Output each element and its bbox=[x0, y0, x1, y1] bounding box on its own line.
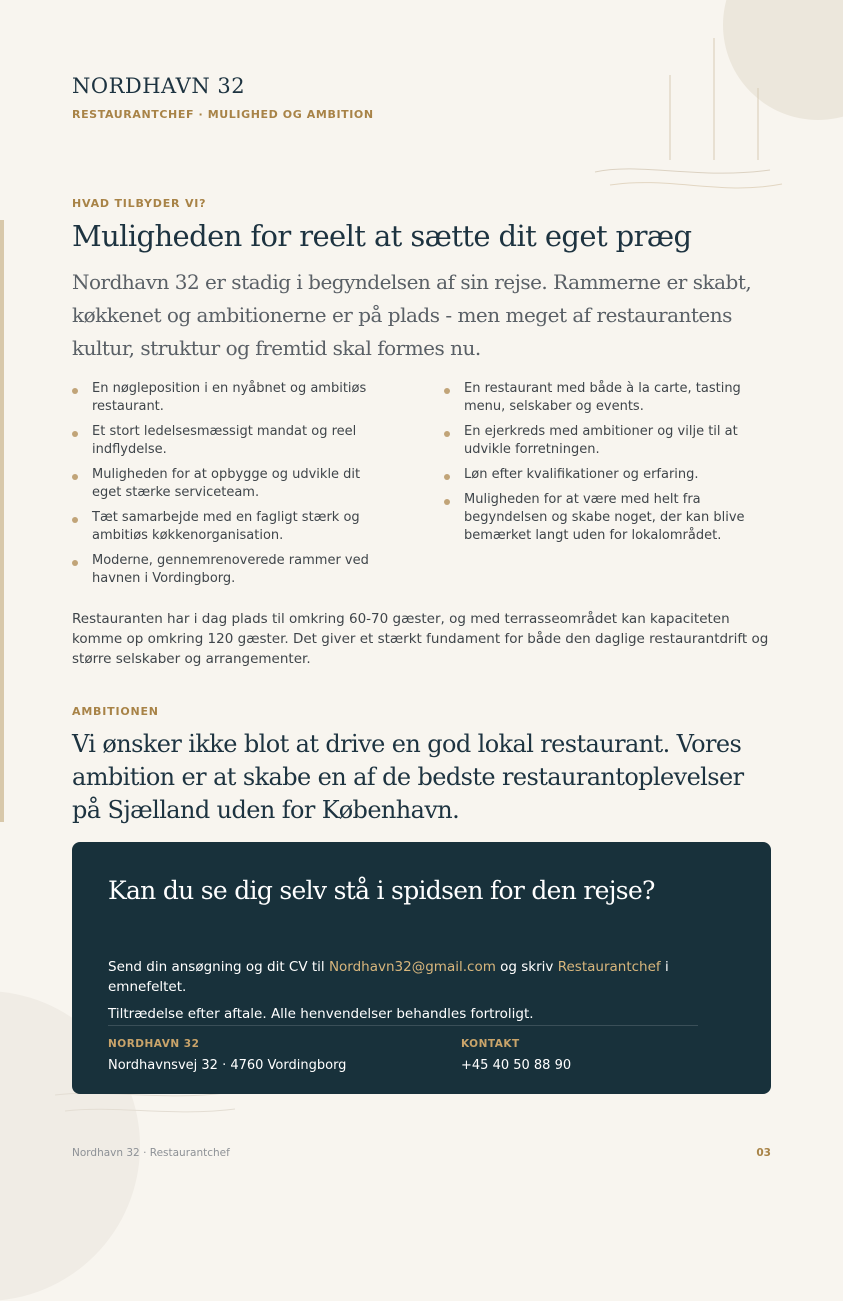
page-number: 03 bbox=[756, 1147, 771, 1159]
list-item: Moderne, gennemrenoverede rammer ved havnen i Vordingborg. bbox=[72, 552, 392, 588]
list-item: Muligheden for at være med helt fra begyndelsen og skabe noget, der kan blive bemærket langt uden for lokalområdet. bbox=[444, 491, 774, 545]
list-item: En ejerkreds med ambitioner og vilje til at udvikle forretningen. bbox=[444, 423, 774, 459]
capacity-paragraph: Restauranten har i dag plads til omkring 60-70 gæster, og med terrasseområdet kan kapaciteten komme op omkring 120 gæster. Det giver et stærkt fundament for både den daglige restaurantdrift og større selskaber og arrangementer. bbox=[72, 611, 769, 667]
section-label-ambition: AMBITIONEN bbox=[72, 705, 159, 718]
bullet-dot bbox=[72, 474, 78, 480]
brand-subtitle: RESTAURANTCHEF · MULIGHED OG AMBITION bbox=[72, 108, 374, 121]
list-item: Et stort ledelsesmæssigt mandat og reel indflydelse. bbox=[72, 423, 392, 459]
list-item: Muligheden for at opbygge og udvikle dit eget stærke serviceteam. bbox=[72, 466, 392, 502]
cta-box bbox=[72, 842, 771, 1094]
bullet-dot bbox=[444, 499, 450, 505]
phone-number[interactable]: +45 40 50 88 90 bbox=[461, 1058, 572, 1073]
subject-highlight: Restaurantchef bbox=[557, 959, 661, 975]
brand-name: NORDHAVN 32 bbox=[72, 74, 246, 98]
contact-block bbox=[461, 1038, 571, 1073]
decorative-lines bbox=[590, 30, 790, 200]
divider bbox=[108, 1025, 698, 1026]
bullet-dot bbox=[444, 431, 450, 437]
bullet-dot bbox=[444, 388, 450, 394]
email-link[interactable]: Nordhavn32@gmail.com bbox=[328, 959, 496, 975]
list-item: En nøgleposition i en nyåbnet og ambitiøs restaurant. bbox=[72, 380, 392, 416]
ambition-quote: Vi ønsker ikke blot at drive en god lokal restaurant. Vores ambition er at skabe en af de bedste restaurantoplevelser på Sjælland uden for København. bbox=[72, 730, 744, 824]
offer-title: Muligheden for reelt at sætte dit eget præg bbox=[72, 219, 692, 253]
bullet-dot bbox=[72, 388, 78, 394]
list-item: Løn efter kvalifikationer og erfaring. bbox=[444, 466, 774, 484]
bullet-dot bbox=[444, 474, 450, 480]
cta-title: Kan du se dig selv stå i spidsen for den rejse? bbox=[108, 876, 655, 905]
address-label: NORDHAVN 32 bbox=[108, 1038, 200, 1050]
list-item: En restaurant med både à la carte, tasting menu, selskaber og events. bbox=[444, 380, 774, 416]
contact-label: KONTAKT bbox=[461, 1038, 520, 1050]
bullet-dot bbox=[72, 517, 78, 523]
bullet-list-left bbox=[72, 380, 392, 595]
offer-lead: Nordhavn 32 er stadig i begyndelsen af sin rejse. Rammerne er skabt, køkkenet og ambitionerne er på plads - men meget af restaurantens kultur, struktur og fremtid skal formes nu. bbox=[72, 270, 752, 360]
list-item: Tæt samarbejde med en fagligt stærk og ambitiøs køkkenorganisation. bbox=[72, 509, 392, 545]
bullet-dot bbox=[72, 431, 78, 437]
bullet-list-right bbox=[444, 380, 774, 552]
bullet-dot bbox=[72, 560, 78, 566]
footer-text: Nordhavn 32 · Restaurantchef bbox=[72, 1147, 230, 1159]
address-block bbox=[108, 1038, 346, 1073]
section-label-offer: HVAD TILBYDER VI? bbox=[72, 197, 207, 210]
address-value: Nordhavnsvej 32 · 4760 Vordingborg bbox=[108, 1058, 347, 1073]
cta-instructions: Send din ansøgning og dit CV til Nordhavn32@gmail.com og skriv Restaurantchef i emnefeltet. bbox=[108, 959, 669, 995]
cta-note: Tiltrædelse efter aftale. Alle henvendelser behandles fortroligt. bbox=[108, 1006, 534, 1022]
accent-bar bbox=[0, 220, 4, 822]
